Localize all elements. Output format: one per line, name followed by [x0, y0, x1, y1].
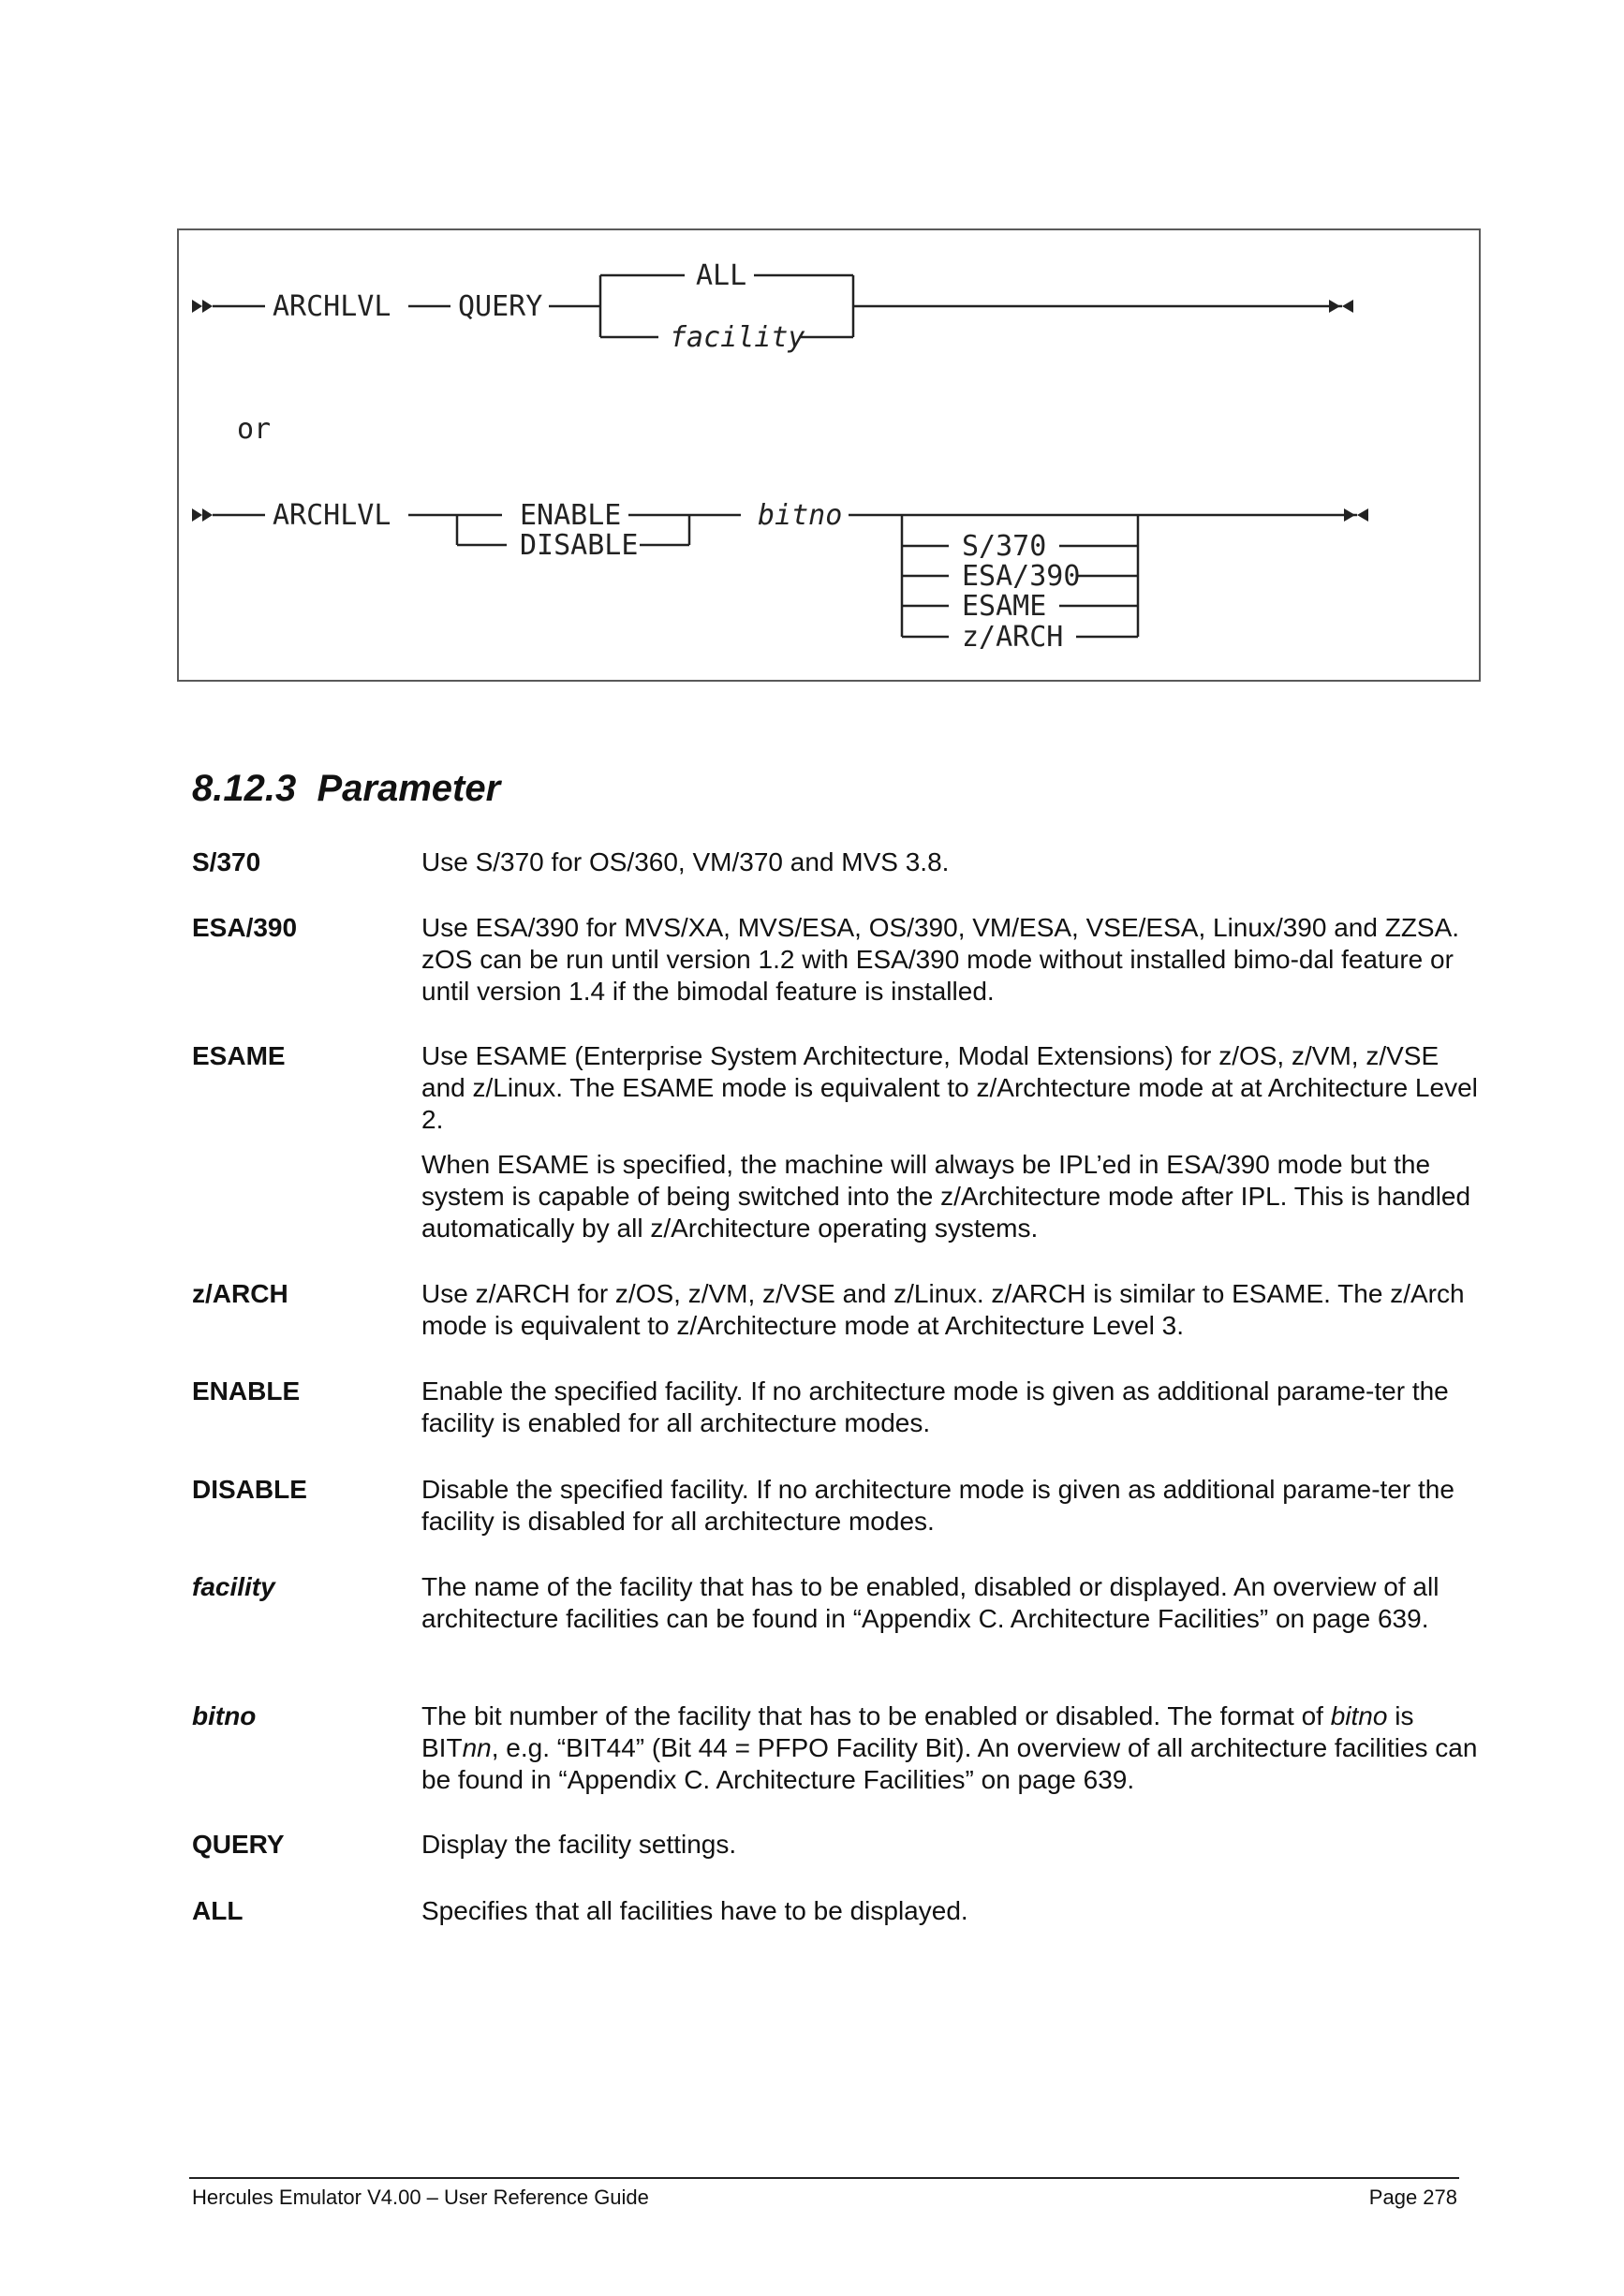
- end-arrow-icon: [1329, 300, 1340, 313]
- section-title: Parameter: [317, 768, 501, 809]
- d2-mode-s370: S/370: [962, 530, 1047, 563]
- start-arrow-icon: [202, 508, 213, 522]
- param-term-zarch: z/ARCH: [192, 1279, 288, 1308]
- railroad-diagram: [179, 230, 1483, 684]
- d2-mode-esa390: ESA/390: [962, 560, 1081, 593]
- param-desc-enable: [421, 1376, 1489, 1439]
- end-arrow-icon: [1342, 300, 1353, 313]
- param-paragraph: When ESAME is specified, the machine will always be IPL’ed in ESA/390 mode but the system is capable of being switched into the z/Architecture mode after IPL. This is handled automatically by all z/Architecture operating systems.: [421, 1150, 1471, 1243]
- param-paragraph: Use z/ARCH for z/OS, z/VM, z/VSE and z/Linux. z/ARCH is similar to ESAME. The z/Arch mode is equivalent to z/Architecture mode at Architecture Level 3.: [421, 1279, 1465, 1340]
- param-paragraph: Use ESA/390 for MVS/XA, MVS/ESA, OS/390, VM/ESA, VSE/ESA, Linux/390 and ZZSA. zOS can be run until version 1.2 with ESA/390 mode without installed bimo-dal feature or until version 1.4 if the bimodal feature is installed.: [421, 913, 1460, 1006]
- param-term-bitno: bitno: [192, 1701, 257, 1730]
- footer-page-number: Page 278: [1368, 2186, 1457, 2209]
- text-run-italic: nn: [462, 1733, 492, 1762]
- param-paragraph: [421, 1700, 1489, 1796]
- text-run: is BIT: [421, 1701, 1414, 1762]
- d1-query: QUERY: [458, 290, 543, 323]
- end-arrow-icon: [1357, 508, 1368, 522]
- start-arrow-icon: [192, 300, 202, 313]
- text-run-italic: bitno: [1330, 1701, 1388, 1730]
- start-arrow-icon: [192, 508, 202, 522]
- param-term-facility: facility: [192, 1572, 275, 1601]
- diagram-enable-disable: [192, 499, 1368, 654]
- param-desc-esame: [421, 1040, 1489, 1244]
- param-paragraph: Specifies that all facilities have to be displayed.: [421, 1896, 968, 1925]
- param-paragraph: Use S/370 for OS/360, VM/370 and MVS 3.8.: [421, 847, 950, 876]
- text-run: , e.g. “BIT44” (Bit 44 = PFPO Facility Bit). An overview of all architecture facilities can be found in “Appendix C. Architecture Facilities” on page 639.: [421, 1733, 1478, 1794]
- param-desc-facility: [421, 1571, 1489, 1635]
- param-term-enable: ENABLE: [192, 1376, 301, 1406]
- section-number: 8.12.3: [192, 768, 297, 809]
- d2-mode-zarch: z/ARCH: [962, 621, 1064, 654]
- end-arrow-icon: [1344, 508, 1355, 522]
- d2-command: ARCHLVL: [273, 499, 391, 532]
- d2-disable: DISABLE: [520, 529, 639, 562]
- param-term-query: QUERY: [192, 1830, 285, 1859]
- param-paragraph: Use ESAME (Enterprise System Architecture, Modal Extensions) for z/OS, z/VM, z/VSE and z/Linux. The ESAME mode is equivalent to z/Archtecture mode at at Architecture Level 2.: [421, 1041, 1478, 1134]
- diagram-query: [192, 259, 1353, 354]
- param-term-s370: S/370: [192, 847, 261, 876]
- section-heading: [192, 768, 500, 810]
- param-paragraph: Display the facility settings.: [421, 1830, 737, 1859]
- d1-command: ARCHLVL: [273, 290, 391, 323]
- param-desc-esa390: [421, 912, 1489, 1008]
- start-arrow-icon: [202, 300, 213, 313]
- param-term-all: ALL: [192, 1896, 244, 1925]
- param-paragraph: Disable the specified facility. If no architecture mode is given as additional parame-ter the facility is disabled for all architecture modes.: [421, 1475, 1454, 1536]
- param-desc-all: [421, 1895, 1489, 1927]
- footer-doc-title: Hercules Emulator V4.00 – User Reference Guide: [192, 2186, 649, 2209]
- d2-mode-esame: ESAME: [962, 590, 1047, 623]
- param-desc-disable: [421, 1474, 1489, 1538]
- param-term-disable: DISABLE: [192, 1475, 307, 1504]
- or-separator: or: [237, 413, 272, 446]
- param-paragraph: Enable the specified facility. If no architecture mode is given as additional parame-ter the facility is enabled for all architecture modes.: [421, 1376, 1449, 1437]
- param-term-esame: ESAME: [192, 1041, 286, 1070]
- syntax-diagram: [177, 228, 1481, 682]
- footer-divider: [189, 2177, 1459, 2179]
- d1-facility: facility: [670, 321, 805, 354]
- param-desc-zarch: [421, 1278, 1489, 1342]
- d1-all: ALL: [696, 259, 747, 292]
- param-desc-bitno: [421, 1700, 1489, 1796]
- param-paragraph: The name of the facility that has to be enabled, disabled or displayed. An overview of all architecture facilities can be found in “Appendix C. Architecture Facilities” on page 639.: [421, 1572, 1439, 1633]
- d2-bitno: bitno: [758, 499, 843, 532]
- text-run: The bit number of the facility that has to be enabled or disabled. The format of: [421, 1701, 1331, 1730]
- param-desc-query: [421, 1829, 1489, 1861]
- d2-enable: ENABLE: [520, 499, 622, 532]
- param-term-esa390: ESA/390: [192, 913, 298, 942]
- param-desc-s370: [421, 846, 1489, 878]
